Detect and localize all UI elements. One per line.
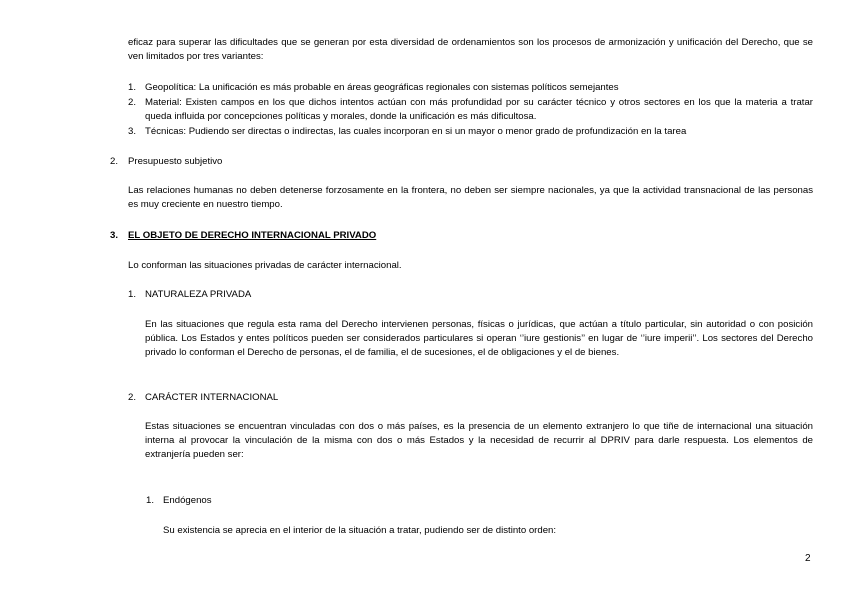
variant-text: Material: Existen campos en los que dichos intentos actúan con más profundidad por su carácter técnico y otros sectores en los que la materia a tratar queda influida por concepciones políticas y morales, donde la unificación es más dificultosa. [145,97,813,123]
naturaleza-paragraph: En las situaciones que regula esta rama del Derecho intervienen personas, físicas o jurídicas, que actúan a título particular, sin autoridad o con posición pública. Los Estados y entes políticos pueden ser considerados particulares si operan ‘’iure gestionis’’ en lugar de ‘’iure imperii’’. Los sectores del Derecho privado lo conforman el Derecho de personas, el de familia, el de sucesiones, el de obligaciones y el de bienes. [145,319,813,359]
intro-paragraph: eficaz para superar las dificultades que se generan por esta diversidad de ordenamientos son los procesos de armonización y unificación del Derecho, que se ven limitados por tres variantes: [128,37,813,63]
heading-number: 2. [110,156,119,167]
presupuesto-paragraph: Las relaciones humanas no deben detenerse forzosamente en la frontera, no deben ser siempre nacionales, ya que la actividad transnacional de las personas es muy creciente en nuestro tiempo. [128,185,813,211]
section-intro: Lo conforman las situaciones privadas de carácter internacional. [128,260,402,271]
subheading-caracter-internacional: CARÁCTER INTERNACIONAL [145,392,279,403]
heading-presupuesto-subjetivo: Presupuesto subjetivo [128,156,223,167]
subheading-number: 2. [128,392,137,403]
subheading-number: 1. [128,289,137,300]
subheading-naturaleza-privada: NATURALEZA PRIVADA [145,289,252,300]
section-title: EL OBJETO DE DERECHO INTERNACIONAL PRIVADO [128,230,377,241]
variant-text: Geopolítica: La unificación es más probable en áreas geográficas regionales con sistemas políticos semejantes [145,82,619,93]
endogenos-paragraph: Su existencia se aprecia en el interior de la situación a tratar, pudiendo ser de distinto orden: [163,525,557,536]
subheading-endogenos: Endógenos [163,495,212,506]
section-number: 3. [110,230,119,241]
variant-number: 1. [128,82,137,93]
variant-number: 3. [128,126,137,137]
page-number: 2 [805,553,811,564]
subheading-number: 1. [146,495,155,506]
variant-text: Técnicas: Pudiendo ser directas o indirectas, las cuales incorporan en si un mayor o menor grado de profundización en la tarea [145,126,687,137]
caracter-paragraph: Estas situaciones se encuentran vinculadas con dos o más países, es la presencia de un elemento extranjero lo que tiñe de internacional una situación interna al provocar la vinculación de la misma con dos o más Estados y la necesidad de recurrir al DPRIV para darle respuesta. Los elementos de extranjería pueden ser: [145,421,813,461]
variant-number: 2. [128,97,137,108]
